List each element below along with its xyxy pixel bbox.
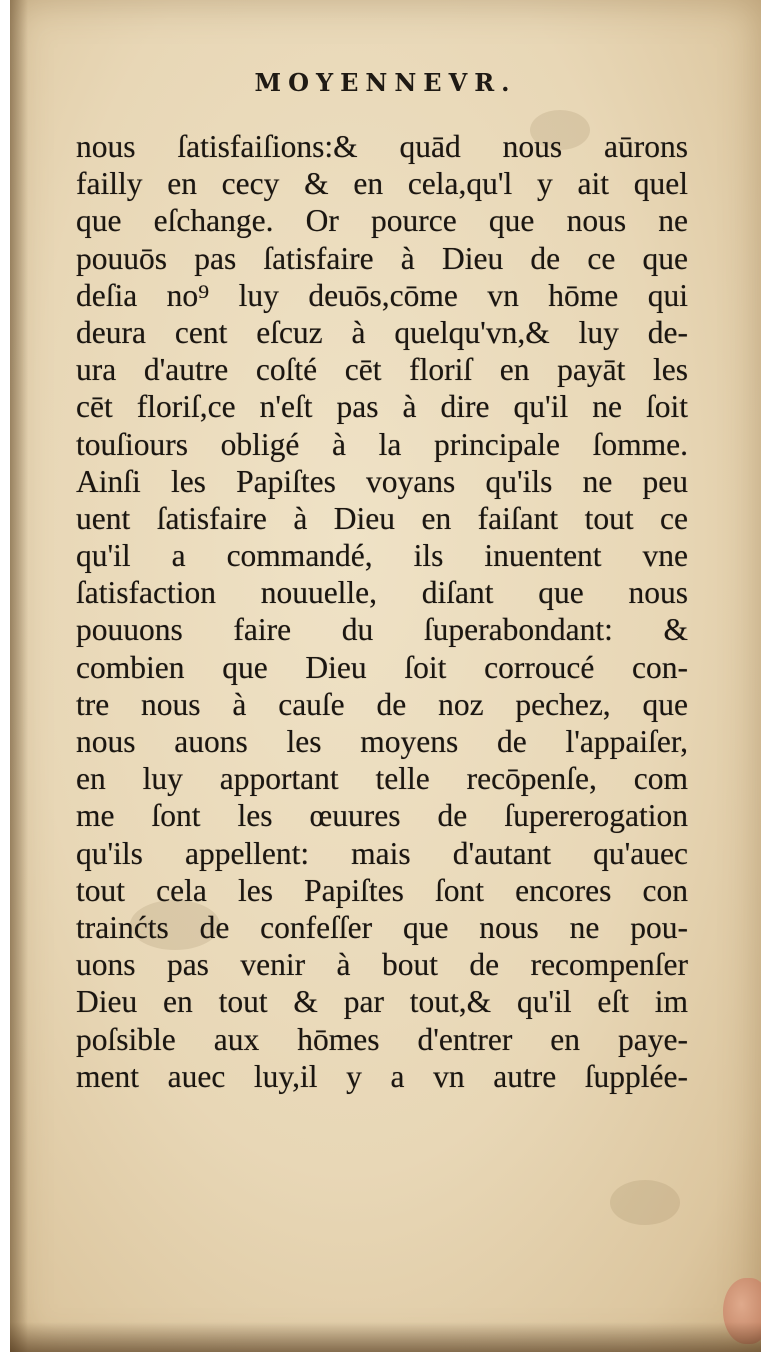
text-line: tout cela les Papiſtes ſont encores con bbox=[76, 872, 688, 908]
text-line: poſsible aux hōmes d'entrer en paye- bbox=[76, 1021, 688, 1057]
text-line: qu'il a commandé, ils inuentent vne bbox=[76, 538, 688, 574]
text-line: ura d'autre coſté cēt floriſ en payāt les bbox=[76, 352, 688, 388]
text-line: ſatisfaction nouuelle, diſant que nous bbox=[76, 575, 688, 611]
text-line: en luy apportant telle recōpenſe, com bbox=[76, 761, 688, 797]
text-line: deſia no⁹ luy deuōs,cōme vn hōme qui bbox=[76, 277, 688, 313]
text-line: touſiours obligé à la principale ſomme. bbox=[76, 426, 688, 462]
body-text bbox=[76, 128, 688, 1095]
text-line: pouuōs pas ſatisfaire à Dieu de ce que bbox=[76, 240, 688, 276]
text-line: nous ſatisfaiſions:& quād nous aūrons bbox=[76, 129, 688, 164]
reader-thumb bbox=[723, 1278, 761, 1344]
text-line: pouuons faire du ſuperabondant: & bbox=[76, 612, 688, 648]
text-line: failly en cecy & en cela,qu'l y ait quel bbox=[76, 166, 688, 202]
running-header: MOYENNEVR. bbox=[254, 68, 517, 97]
text-line: nous auons les moyens de l'appaiſer, bbox=[76, 724, 688, 759]
text-line: trainćts de confeſſer que nous ne pou- bbox=[76, 909, 688, 945]
book-page bbox=[10, 0, 761, 1352]
text-line: qu'ils appellent: mais d'autant qu'auec bbox=[76, 835, 688, 871]
text-line: Dieu en tout & par tout,& qu'il eſt im bbox=[76, 984, 688, 1020]
text-line: uons pas venir à bout de recompenſer bbox=[76, 947, 688, 983]
text-line: tre nous à cauſe de noz pechez, que bbox=[76, 686, 688, 722]
paper-stain bbox=[610, 1180, 680, 1225]
text-line: cēt floriſ,ce n'eſt pas à dire qu'il ne ſoit bbox=[76, 389, 688, 425]
text-line: Ainſi les Papiſtes voyans qu'ils ne peu bbox=[76, 463, 688, 499]
text-line: combien que Dieu ſoit corroucé con- bbox=[76, 649, 688, 685]
text-line: uent ſatisfaire à Dieu en faiſant tout ce bbox=[76, 500, 688, 536]
text-line: deura cent eſcuz à quelqu'vn,& luy de- bbox=[76, 314, 688, 350]
text-line: ment auec luy,il y a vn autre ſupplée- bbox=[76, 1058, 688, 1094]
text-line: que eſchange. Or pource que nous ne bbox=[76, 203, 688, 239]
text-line: me ſont les œuures de ſupererogation bbox=[76, 798, 688, 834]
